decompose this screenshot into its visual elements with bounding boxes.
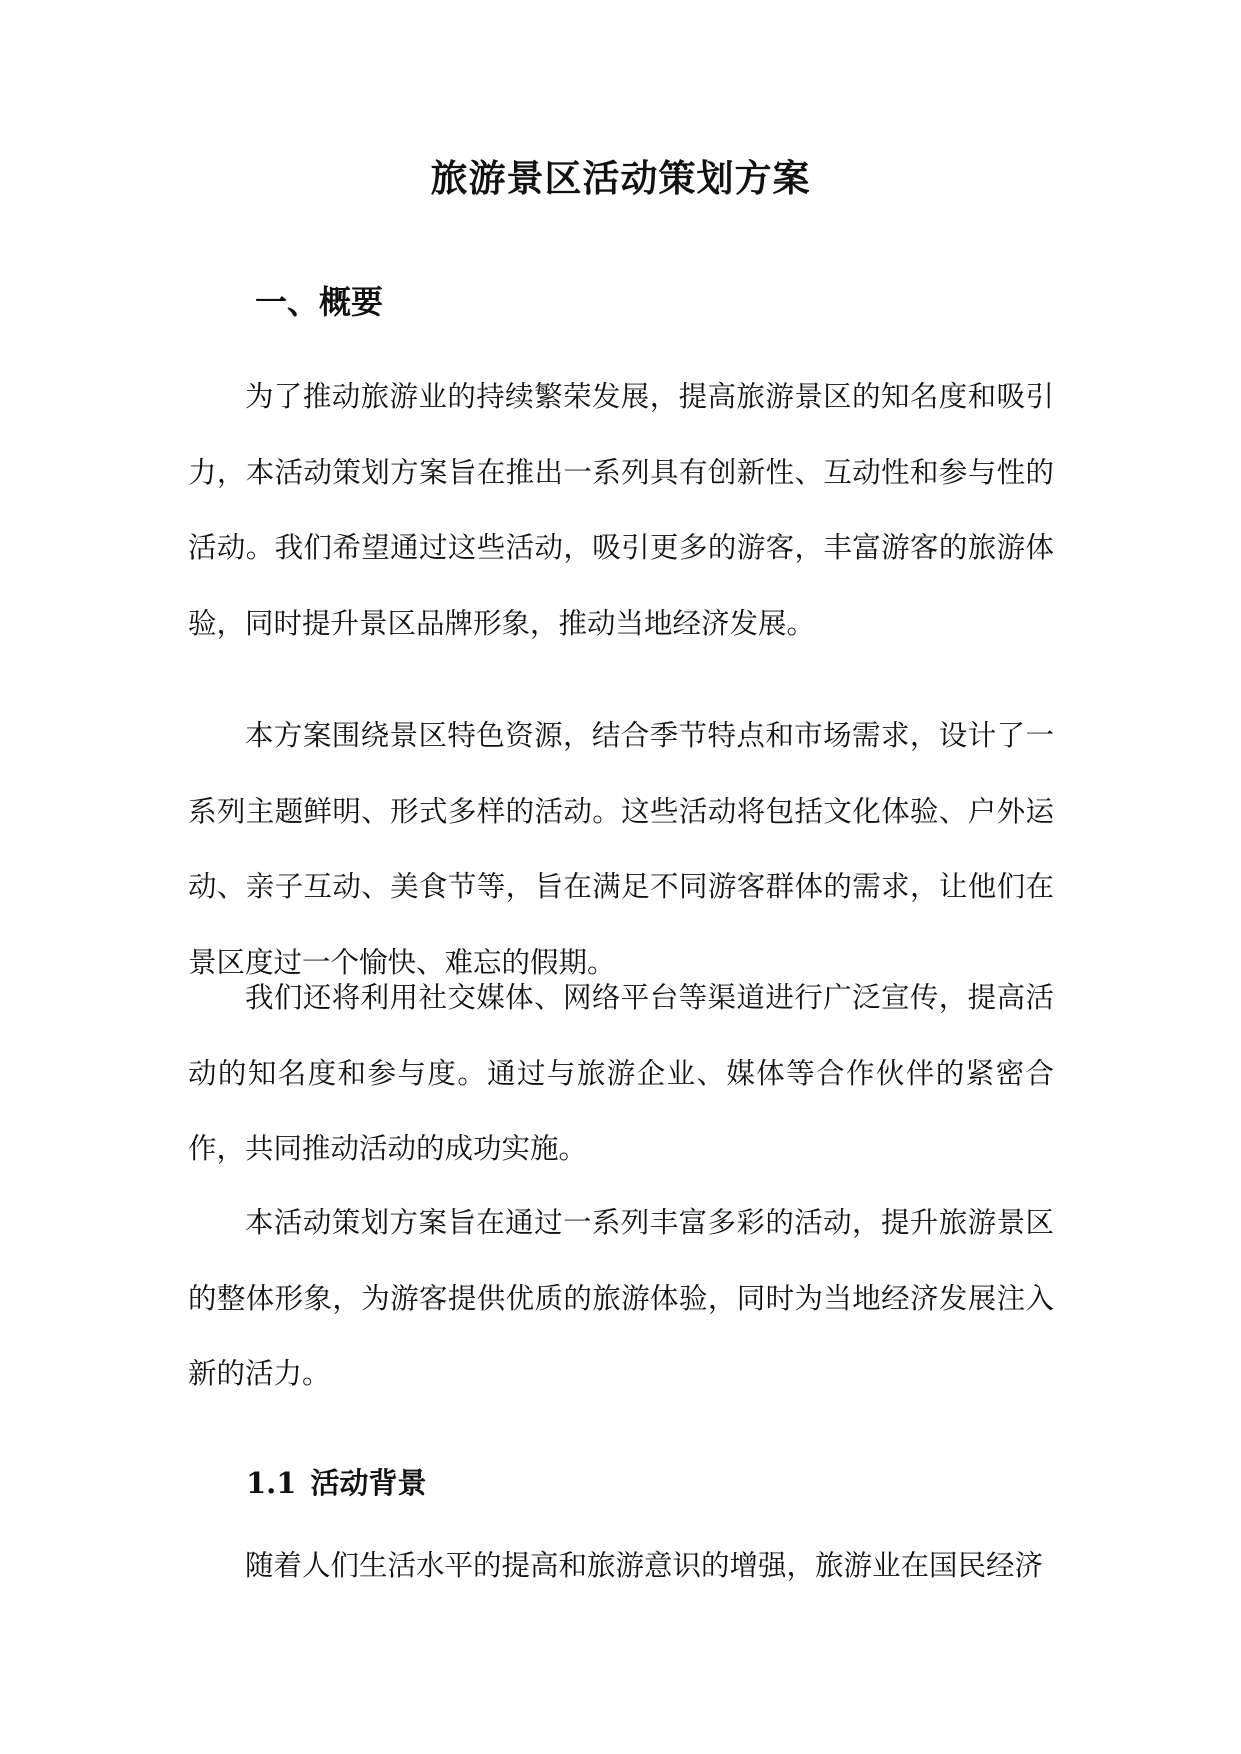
overview-paragraph-1: 为了推动旅游业的持续繁荣发展，提高旅游景区的知名度和吸引力，本活动策划方案旨在推出一系列具有创新性、互动性和参与性的活动。我们希望通过这些活动，吸引更多的游客，丰富游客的旅游体验，同时提升景区品牌形象，推动当地经济发展。 bbox=[188, 380, 1054, 640]
document-title: 旅游景区活动策划方案 bbox=[430, 156, 811, 200]
subsection-title: 活动背景 bbox=[310, 1466, 427, 1500]
overview-paragraph-4: 本活动策划方案旨在通过一系列丰富多彩的活动，提升旅游景区的整体形象，为游客提供优质的旅游体验，同时为当地经济发展注入新的活力。 bbox=[188, 1206, 1054, 1390]
background-paragraph-1: 随着人们生活水平的提高和旅游意识的增强，旅游业在国民经济 bbox=[245, 1549, 1044, 1582]
subsection-number: 1.1 bbox=[246, 1466, 297, 1500]
subsection-heading-background bbox=[246, 1458, 426, 1508]
section-heading-overview: 一、概要 bbox=[255, 283, 384, 321]
overview-paragraph-3: 我们还将利用社交媒体、网络平台等渠道进行广泛宣传，提高活动的知名度和参与度。通过与旅游企业、媒体等合作伙伴的紧密合作，共同推动活动的成功实施。 bbox=[188, 981, 1054, 1165]
overview-paragraph-2: 本方案围绕景区特色资源，结合季节特点和市场需求，设计了一系列主题鲜明、形式多样的活动。这些活动将包括文化体验、户外运动、亲子互动、美食节等，旨在满足不同游客群体的需求，让他们在景区度过一个愉快、难忘的假期。 bbox=[188, 719, 1054, 979]
